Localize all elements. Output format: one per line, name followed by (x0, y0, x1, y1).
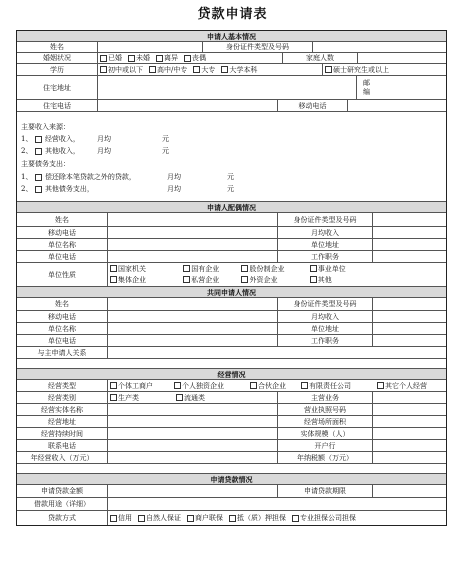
co-employer-field[interactable] (107, 323, 277, 334)
nature-public-label: 事业单位 (317, 264, 346, 273)
marital-label: 婚姻状况 (43, 54, 71, 62)
debt-2-line (21, 184, 94, 194)
spouse-employer-row (17, 239, 446, 251)
household-label: 家庭人数 (282, 53, 357, 63)
income-2-line (21, 146, 80, 156)
business-address-label: 经营地址 (48, 417, 76, 426)
annual-tax-label: 年纳税额（万元） (277, 452, 372, 463)
nature-gov-label: 国家机关 (118, 264, 146, 273)
education-options (97, 64, 322, 75)
method-agency-label: 专业担保公司担保 (300, 514, 356, 522)
debt-2-text: 其他债务支出， (44, 185, 94, 193)
spouse-mobile-field[interactable] (107, 227, 277, 238)
co-employer-row (17, 323, 446, 335)
type-llc-label: 有限责任公司 (309, 381, 351, 390)
phone-row (17, 100, 446, 112)
address-field[interactable] (97, 76, 356, 99)
loan-amount-label: 申请贷款金额 (41, 487, 83, 495)
income-2-checkbox[interactable] (35, 148, 42, 155)
applicant-id-field[interactable] (312, 42, 446, 52)
area-field[interactable] (372, 416, 446, 427)
co-mobile-field[interactable] (107, 311, 277, 322)
nature-collective-checkbox[interactable] (110, 276, 117, 283)
postal-cell (356, 76, 446, 99)
loan-section-header: 申请贷款情况 (17, 474, 446, 485)
household-field[interactable] (357, 53, 446, 63)
type-sole-label: 个人独资企业 (182, 381, 224, 390)
income-2-monthly: 月均 (97, 147, 111, 155)
annual-income-field[interactable] (107, 452, 277, 463)
postal-label-1: 邮 (363, 78, 370, 87)
category-circulation-label: 流通类 (184, 393, 205, 402)
method-joint-label: 商户联保 (195, 514, 223, 522)
nature-jointstock-label: 股份制企业 (249, 264, 285, 273)
annual-row (17, 452, 446, 464)
home-phone-label: 住宅电话 (43, 101, 71, 110)
address-label: 住宅地址 (43, 83, 71, 92)
edu-college-label: 大专 (201, 65, 216, 74)
business-phone-row (17, 440, 446, 452)
duration-row (17, 428, 446, 440)
income-1-num: 1、 (21, 135, 33, 143)
type-sole-checkbox[interactable] (174, 382, 181, 389)
type-llc-checkbox[interactable] (301, 382, 308, 389)
license-field[interactable] (372, 404, 446, 415)
marital-divorced-checkbox[interactable] (156, 55, 163, 62)
loan-amount-row (17, 485, 446, 498)
marital-married-label: 已婚 (108, 54, 122, 62)
method-guarantor-label: 自然人保证 (146, 514, 181, 522)
entity-name-row (17, 404, 446, 416)
loan-application-form (16, 30, 447, 526)
co-employer-phone-field[interactable] (107, 335, 277, 346)
type-partnership-label: 合伙企业 (258, 381, 286, 390)
category-circulation-checkbox[interactable] (176, 394, 183, 401)
nature-soe-label: 国有企业 (191, 264, 220, 273)
license-label: 营业执照号码 (277, 404, 372, 415)
mobile-field[interactable] (347, 100, 446, 111)
main-business-field[interactable] (372, 392, 446, 403)
nature-gov-checkbox[interactable] (110, 265, 117, 272)
spouse-name-row (17, 213, 446, 227)
loan-purpose-label: 借款用途（详细） (34, 500, 90, 508)
method-joint-checkbox[interactable] (187, 515, 194, 522)
method-guarantor-checkbox[interactable] (138, 515, 145, 522)
loan-purpose-row (17, 498, 446, 511)
income-1-unit: 元 (162, 135, 169, 143)
spouse-nature-label: 单位性质 (48, 270, 76, 279)
business-type-options (107, 380, 446, 391)
blank-row-2 (17, 464, 446, 474)
applicant-id-label: 身份证件类型及号码 (202, 42, 312, 52)
co-id-label: 身份证件类型及号码 (277, 298, 372, 310)
method-credit-label: 信用 (118, 514, 132, 522)
spouse-mobile-label: 移动电话 (48, 228, 76, 237)
staff-label: 实体规模（人） (277, 428, 372, 439)
debt-1-text: 偿还除本笔贷款之外的贷款， (44, 173, 136, 181)
nature-other-label: 其他 (317, 275, 332, 284)
nature-jointstock-checkbox[interactable] (241, 265, 248, 272)
co-employer-phone-label: 单位电话 (48, 336, 76, 345)
loan-amount-field[interactable] (107, 485, 277, 497)
nature-soe-checkbox[interactable] (183, 265, 190, 272)
spouse-id-field[interactable] (372, 213, 446, 226)
business-type-row (17, 380, 446, 392)
postal-label-2: 编 (363, 87, 370, 96)
entity-name-field[interactable] (107, 404, 277, 415)
category-production-label: 生产类 (118, 393, 139, 402)
marital-options (97, 53, 282, 63)
co-applicant-section-header: 共同申请人情况 (17, 287, 446, 298)
bank-field[interactable] (372, 440, 446, 451)
nature-private-checkbox[interactable] (183, 276, 190, 283)
marital-married-checkbox[interactable] (100, 55, 107, 62)
main-business-label: 主营业务 (277, 392, 372, 403)
nature-foreign-label: 外资企业 (249, 275, 278, 284)
edu-master-checkbox[interactable] (325, 66, 332, 73)
business-section-header: 经营情况 (17, 369, 446, 380)
edu-bachelor-label: 大学本科 (229, 65, 258, 74)
annual-tax-field[interactable] (372, 452, 446, 463)
annual-income-label: 年经营收入（万元） (30, 453, 94, 462)
debt-1-line (21, 172, 136, 182)
method-credit-checkbox[interactable] (110, 515, 117, 522)
home-phone-field[interactable] (97, 100, 277, 111)
debt-2-unit: 元 (227, 185, 234, 193)
co-mobile-label: 移动电话 (48, 312, 76, 321)
debt-2-num: 2、 (21, 185, 33, 193)
co-employer-address-label: 单位地址 (277, 323, 372, 334)
co-relation-field[interactable] (107, 347, 446, 358)
co-employer-label: 单位名称 (48, 324, 76, 333)
loan-term-label: 申请贷款期限 (277, 485, 372, 497)
debt-2-monthly: 月均 (167, 185, 181, 193)
nature-collective-label: 集体企业 (118, 275, 146, 284)
income-2-num: 2、 (21, 147, 33, 155)
edu-senior-checkbox[interactable] (149, 66, 156, 73)
co-position-field[interactable] (372, 335, 446, 346)
income-source-label: 主要收入来源： (21, 123, 70, 131)
co-relation-label: 与主申请人关系 (37, 348, 87, 357)
business-phone-field[interactable] (107, 440, 277, 451)
spouse-employer-address-label: 单位地址 (277, 239, 372, 250)
method-mortgage-label: 抵（质）押担保 (237, 514, 286, 522)
applicant-name-field[interactable] (97, 42, 202, 52)
loan-method-options (107, 511, 446, 525)
income-2-text: 其他收入， (44, 147, 80, 155)
debt-1-checkbox[interactable] (35, 174, 42, 181)
co-id-field[interactable] (372, 298, 446, 310)
debt-1-monthly: 月均 (167, 173, 181, 181)
type-other-checkbox[interactable] (377, 382, 384, 389)
spouse-income-label: 月均收入 (277, 227, 372, 238)
spouse-position-field[interactable] (372, 251, 446, 262)
business-category-row (17, 392, 446, 404)
spouse-employer-phone-label: 单位电话 (48, 252, 76, 261)
marital-row (17, 53, 446, 64)
edu-master-label: 硕士研究生或以上 (333, 65, 389, 74)
nature-private-label: 私营企业 (191, 275, 220, 284)
edu-bachelor-checkbox[interactable] (221, 66, 228, 73)
marital-widowed-label: 丧偶 (192, 54, 206, 62)
loan-term-field[interactable] (372, 485, 446, 497)
nature-public-checkbox[interactable] (310, 265, 317, 272)
blank-row (17, 359, 446, 369)
business-category-label: 经营类别 (48, 393, 76, 402)
co-name-row (17, 298, 446, 311)
education-row (17, 64, 446, 76)
nature-foreign-checkbox[interactable] (241, 276, 248, 283)
edu-junior-checkbox[interactable] (100, 66, 107, 73)
spouse-section-header: 申请人配偶情况 (17, 202, 446, 213)
staff-field[interactable] (372, 428, 446, 439)
co-mobile-row (17, 311, 446, 323)
income-1-text: 经营收入， (44, 135, 80, 143)
method-agency-checkbox[interactable] (292, 515, 299, 522)
education-extra (322, 64, 446, 75)
page-title: 贷款申请表 (197, 7, 268, 22)
spouse-employer-phone-field[interactable] (107, 251, 277, 262)
spouse-employer-address-field[interactable] (372, 239, 446, 250)
duration-label: 经营持续时间 (41, 429, 83, 438)
income-1-monthly: 月均 (97, 135, 111, 143)
co-employer-address-field[interactable] (372, 323, 446, 334)
spouse-employer-label: 单位名称 (48, 240, 76, 249)
spouse-nature-row (17, 263, 446, 287)
spouse-name-label: 姓名 (55, 215, 69, 224)
type-other-label: 其它个人经营 (385, 381, 427, 390)
business-address-field[interactable] (107, 416, 277, 427)
edu-senior-label: 高中/中专 (157, 65, 188, 74)
spouse-mobile-row (17, 227, 446, 239)
income-1-checkbox[interactable] (35, 136, 42, 143)
business-phone-label: 联系电话 (48, 441, 76, 450)
area-label: 经营场所面积 (277, 416, 372, 427)
marital-widowed-checkbox[interactable] (184, 55, 191, 62)
type-partnership-checkbox[interactable] (250, 382, 257, 389)
applicant-section-header: 申请人基本情况 (17, 31, 446, 42)
loan-method-row (17, 511, 446, 525)
business-type-label: 经营类型 (48, 381, 76, 390)
co-position-label: 工作职务 (277, 335, 372, 346)
type-individual-label: 个体工商户 (118, 381, 153, 390)
category-production-checkbox[interactable] (110, 394, 117, 401)
applicant-name-row (17, 42, 446, 53)
loan-method-label: 贷款方式 (48, 514, 76, 522)
spouse-phone-row (17, 251, 446, 263)
entity-name-label: 经营实体名称 (41, 405, 83, 414)
marital-single-label: 未婚 (136, 54, 150, 62)
spouse-income-field[interactable] (372, 227, 446, 238)
spouse-nature-options (107, 263, 446, 286)
co-phone-row (17, 335, 446, 347)
income-1-line (21, 134, 80, 144)
income-debt-block (17, 112, 446, 202)
spouse-name-field[interactable] (107, 213, 277, 226)
income-2-unit: 元 (162, 147, 169, 155)
edu-college-checkbox[interactable] (193, 66, 200, 73)
debt-1-unit: 元 (227, 173, 234, 181)
spouse-position-label: 工作职务 (277, 251, 372, 262)
marital-single-checkbox[interactable] (128, 55, 135, 62)
method-mortgage-checkbox[interactable] (229, 515, 236, 522)
debt-label: 主要债务支出： (21, 160, 70, 168)
co-relation-row (17, 347, 446, 359)
co-income-label: 月均收入 (277, 311, 372, 322)
co-name-label: 姓名 (55, 300, 69, 308)
loan-purpose-field[interactable] (107, 498, 446, 510)
spouse-id-label: 身份证件类型及号码 (277, 213, 372, 226)
debt-1-num: 1、 (21, 173, 33, 181)
business-address-row (17, 416, 446, 428)
applicant-name-label: 姓名 (50, 43, 64, 51)
type-individual-checkbox[interactable] (110, 382, 117, 389)
nature-other-checkbox[interactable] (310, 276, 317, 283)
spouse-employer-field[interactable] (107, 239, 277, 250)
marital-divorced-label: 离异 (164, 54, 178, 62)
bank-label: 开户行 (277, 440, 372, 451)
edu-junior-label: 初中或以下 (108, 65, 143, 74)
education-label: 学历 (50, 65, 64, 74)
co-name-field[interactable] (107, 298, 277, 310)
business-category-options (107, 392, 277, 403)
duration-field[interactable] (107, 428, 277, 439)
co-income-field[interactable] (372, 311, 446, 322)
debt-2-checkbox[interactable] (35, 186, 42, 193)
mobile-label: 移动电话 (277, 100, 347, 111)
address-row (17, 76, 446, 100)
